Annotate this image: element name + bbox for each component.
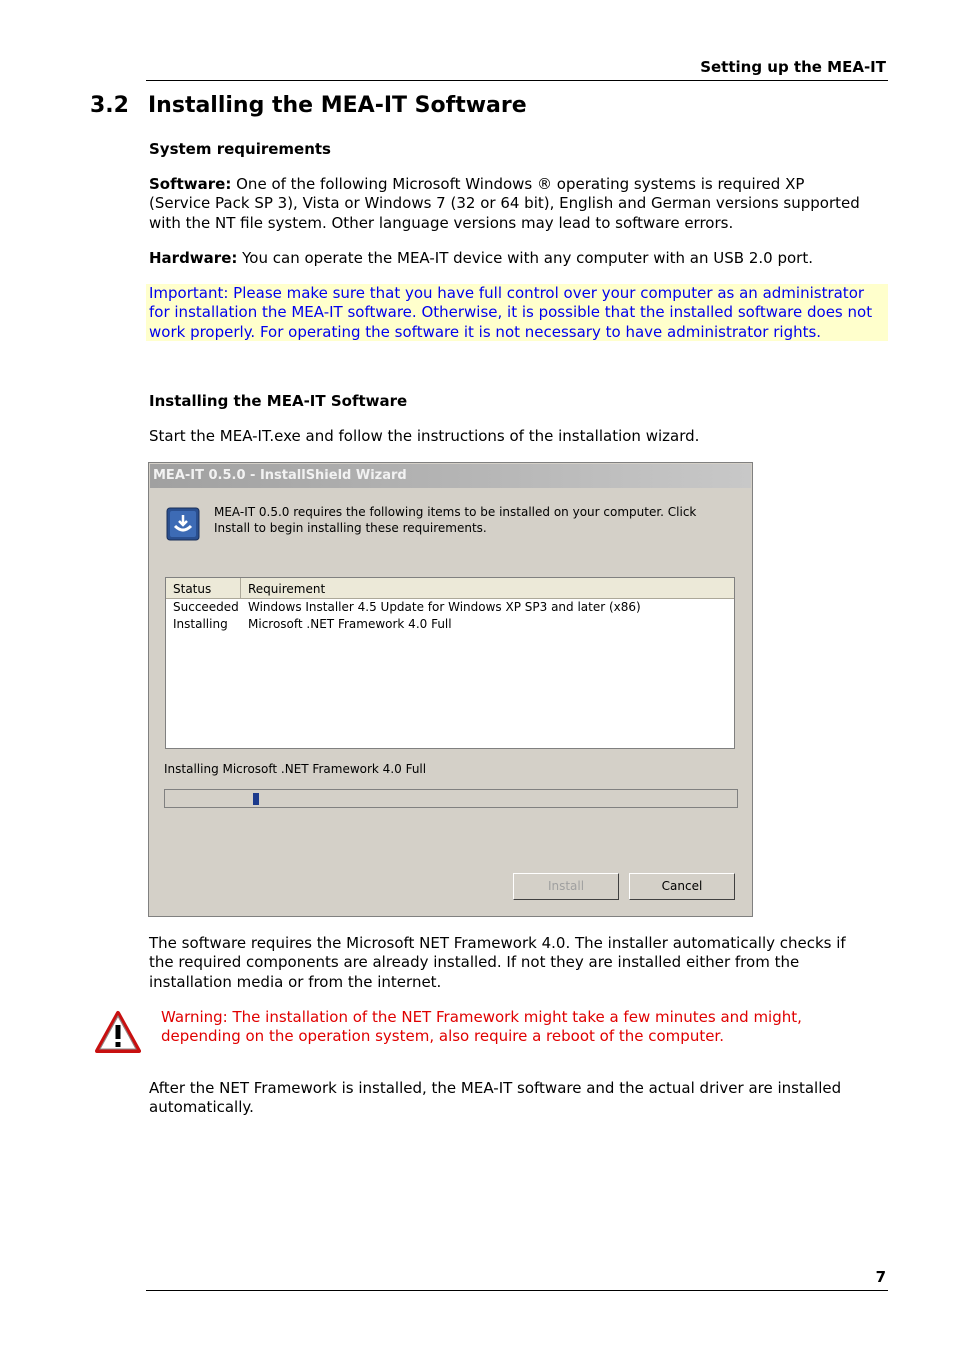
progress-bar [164,789,738,808]
warning-icon [95,1010,141,1054]
row-requirement: Microsoft .NET Framework 4.0 Full [248,617,452,631]
section-heading [90,93,527,118]
column-requirement[interactable]: Requirement [248,582,326,596]
running-header: Setting up the MEA-IT [700,58,886,76]
dialog-title: MEA-IT 0.5.0 - InstallShield Wizard [150,464,751,488]
net-framework-paragraph: The software requires the Microsoft NET Framework 4.0. The installer automatically checks if the required components are already installed. If not they are installed either from the installation media or from the internet. [149,934,846,991]
footer-rule [146,1290,888,1291]
dialog-message: MEA-IT 0.5.0 requires the following items to be installed on your computer. Click Install to begin installing these requirements. [214,505,697,535]
column-status[interactable]: Status [166,578,241,598]
requirements-list[interactable] [165,577,735,749]
installer-icon [166,507,200,541]
installing-intro: Start the MEA-IT.exe and follow the instructions of the installation wizard. [149,427,700,445]
important-note: Important: Please make sure that you have full control over your computer as an administrator for installation the MEA-IT software. Otherwise, it is possible that the installed software does not work properly. For operating the software it is not necessary to have administrator rights. [149,284,873,341]
section-number: 3.2 [90,93,129,118]
hardware-label: Hardware: [149,249,238,267]
system-requirements-heading: System requirements [149,140,331,158]
install-button[interactable]: Install [513,873,619,900]
row-status: Succeeded [173,600,239,614]
final-paragraph: After the NET Framework is installed, the MEA-IT software and the actual driver are installed automatically. [149,1079,842,1117]
section-title: Installing the MEA-IT Software [148,93,527,118]
installing-heading: Installing the MEA-IT Software [149,392,408,410]
row-status: Installing [173,617,228,631]
header-rule [146,80,888,81]
software-text: One of the following Microsoft Windows ® operating systems is required XP (Service Pack SP 3), Vista or Windows 7 (32 or 64 bit), English and German versions supported with the NT file system. Other language versions may lead to software errors. [149,175,860,232]
page-number: 7 [875,1268,886,1286]
installshield-dialog [148,462,753,917]
progress-fill [253,793,259,805]
cancel-button[interactable]: Cancel [629,873,735,900]
hardware-text: You can operate the MEA-IT device with any computer with an USB 2.0 port. [237,249,813,267]
warning-note: Warning: The installation of the NET Framework might take a few minutes and might, depending on the operation system, also require a reboot of the computer. [161,1008,802,1046]
install-status-text: Installing Microsoft .NET Framework 4.0 Full [164,762,427,776]
row-requirement: Windows Installer 4.5 Update for Windows XP SP3 and later (x86) [248,600,641,614]
hardware-paragraph [149,249,869,268]
software-paragraph [149,175,869,233]
software-label: Software: [149,175,232,193]
list-header [166,578,734,599]
